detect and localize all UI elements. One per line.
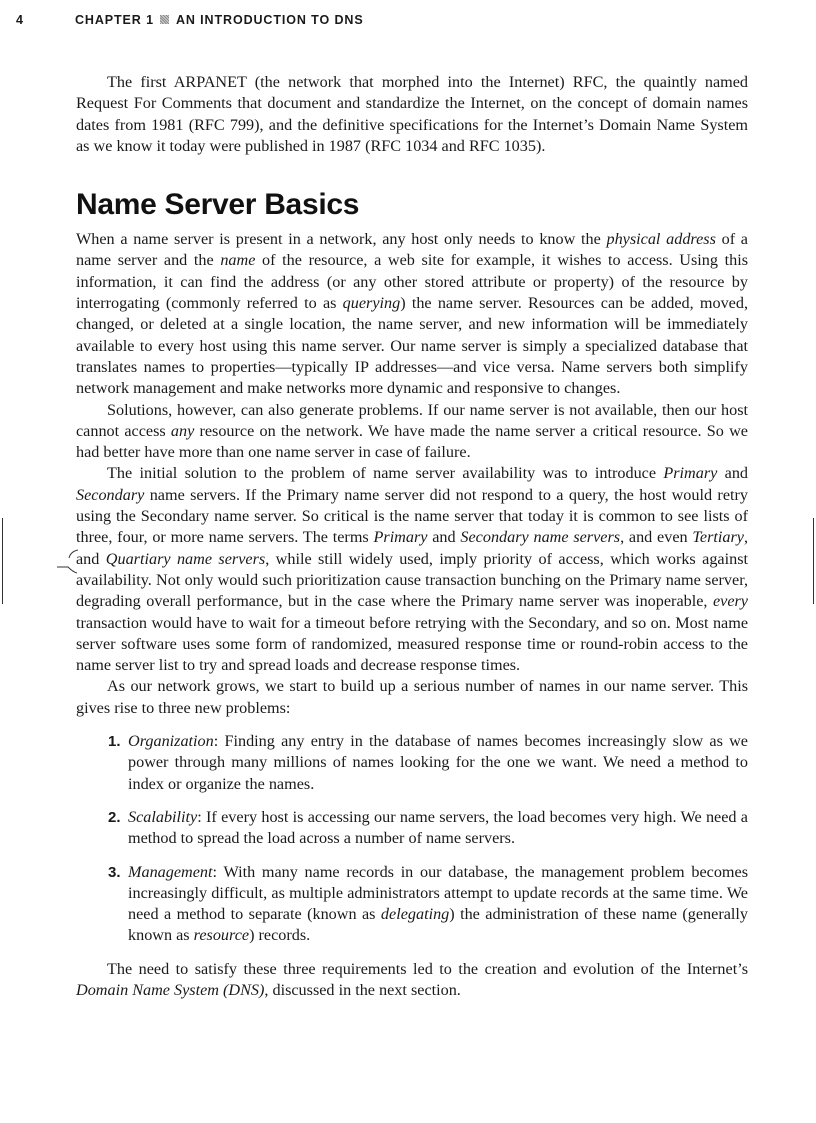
- emphasis-text: Domain Name System (DNS): [76, 980, 265, 999]
- list-number: 3.: [108, 863, 121, 881]
- list-text: : Finding any entry in the database of names becomes increasingly slow as we power through many millions of names looking for the one we want. We need a method to index or organize the names.: [128, 732, 748, 793]
- running-header: [0, 13, 816, 31]
- list-item: [76, 731, 748, 795]
- list-number: 1.: [108, 733, 121, 751]
- text-run: ) the name server. Resources can be added, moved, changed, or deleted at a single location, the name server, and new information will be immediately available to every host using this name server. Our name server is simply a specialized database that translates names to properties—typically IP addresses—and vice versa. Name servers both simplify network management and make networks more dynamic and responsive to changes.: [76, 294, 748, 398]
- list-term: Management: [128, 862, 213, 881]
- emphasis-text: Secondary name servers: [460, 528, 621, 547]
- paragraph-2: [76, 400, 748, 464]
- emphasis-text: Tertiary: [692, 528, 744, 547]
- right-margin-change-bar: [813, 518, 814, 604]
- paragraph-4: As our network grows, we start to build up a serious number of names in our name server. This gives rise to three new problems:: [76, 677, 748, 717]
- text-run: transaction would have to wait for a timeout before retrying with the Secondary, and so on. Most name server software uses some form of randomized, measured response time or round-robin access to the name server list to try and spread loads and decrease response times.: [76, 613, 748, 675]
- text-run: When a name server is present in a network, any host only needs to know the: [76, 230, 607, 249]
- emphasis-text: Primary: [663, 464, 718, 483]
- list-number: 2.: [108, 808, 121, 826]
- list-text: ) records.: [249, 926, 311, 945]
- list-item: [76, 862, 748, 947]
- list-text: ) the administration of these name (generally known as: [128, 905, 748, 945]
- text-run: The need to satisfy these three requirements led to the creation and evolution of the Internet’s: [107, 959, 748, 978]
- emphasis-text: delegating: [380, 905, 450, 924]
- emphasis-text: Quartiary name servers: [105, 549, 266, 568]
- text-run: and: [427, 528, 461, 547]
- emphasis-text: resource: [193, 926, 250, 945]
- list-item: [76, 807, 748, 850]
- text-run: of a name server and the: [76, 230, 748, 270]
- list-term: Organization: [128, 732, 214, 751]
- page-body: [76, 72, 748, 1001]
- emphasis-text: name: [220, 251, 256, 270]
- chapter-title: AN INTRODUCTION TO DNS: [175, 13, 364, 27]
- chapter-separator-icon: [160, 15, 169, 24]
- list-term: Scalability: [128, 807, 198, 826]
- text-run: of the resource, a web site for example, it wishes to access. Using this information, it can find the address (or any other stored attribute or property) of the resource by interrogating (commonly referred to as: [76, 251, 748, 313]
- emphasis-text: physical address: [606, 230, 716, 249]
- emphasis-text: any: [170, 421, 195, 440]
- emphasis-text: Primary: [373, 528, 428, 547]
- left-margin-change-bar: [2, 518, 3, 604]
- text-run: , and even: [620, 528, 693, 547]
- text-run: and: [717, 464, 749, 483]
- page-number: 4: [16, 13, 24, 27]
- emphasis-text: Secondary: [76, 485, 145, 504]
- text-run: Solutions, however, can also generate problems. If our name server is not available, then our host cannot access: [76, 400, 748, 440]
- paragraph-3: [76, 463, 748, 676]
- section-heading: Name Server Basics: [76, 188, 360, 222]
- text-run: The initial solution to the problem of name server availability was to introduce: [107, 464, 664, 483]
- paragraph-1: [76, 229, 748, 399]
- text-run: , while still widely used, imply priority of access, which works against availability. Not only would such prioritization cause transaction bunching on the Primary name server, degrading overall performance, but in the case where the Primary name server was inoperable,: [76, 549, 748, 611]
- list-text: : If every host is accessing our name servers, the load becomes very high. We need a method to spread the load across a number of name servers.: [128, 807, 748, 848]
- chapter-label: [75, 13, 364, 27]
- emphasis-text: querying: [342, 294, 401, 313]
- problem-list: [76, 731, 748, 947]
- text-run: , and: [76, 528, 749, 568]
- intro-paragraph: The first ARPANET (the network that morphed into the Internet) RFC, the quaintly named Request For Comments that document and standardize the Internet, on the concept of domain names dates from 1981 (RFC 799), and the definitive specifications for the Internet’s Domain Name System as we know it today were published in 1987 (RFC 1034 and RFC 1035).: [76, 73, 748, 155]
- emphasis-text: every: [712, 592, 748, 611]
- paragraph-5: [76, 959, 748, 1002]
- text-run: name servers. If the Primary name server did not respond to a query, the host would retry using the Secondary name server. So critical is the name server that today it is common to see lists of three, four, or more name servers. The terms: [76, 485, 748, 547]
- text-run: resource on the network. We have made the name server a critical resource. So we had better have more than one name server in case of failure.: [76, 421, 748, 462]
- chapter-number: CHAPTER 1: [75, 13, 154, 27]
- text-run: , discussed in the next section.: [264, 980, 461, 999]
- list-text: : With many name records in our database, the management problem becomes increasingly difficult, as multiple administrators attempt to update records at the same time. We need a method to separate (known as: [128, 862, 748, 924]
